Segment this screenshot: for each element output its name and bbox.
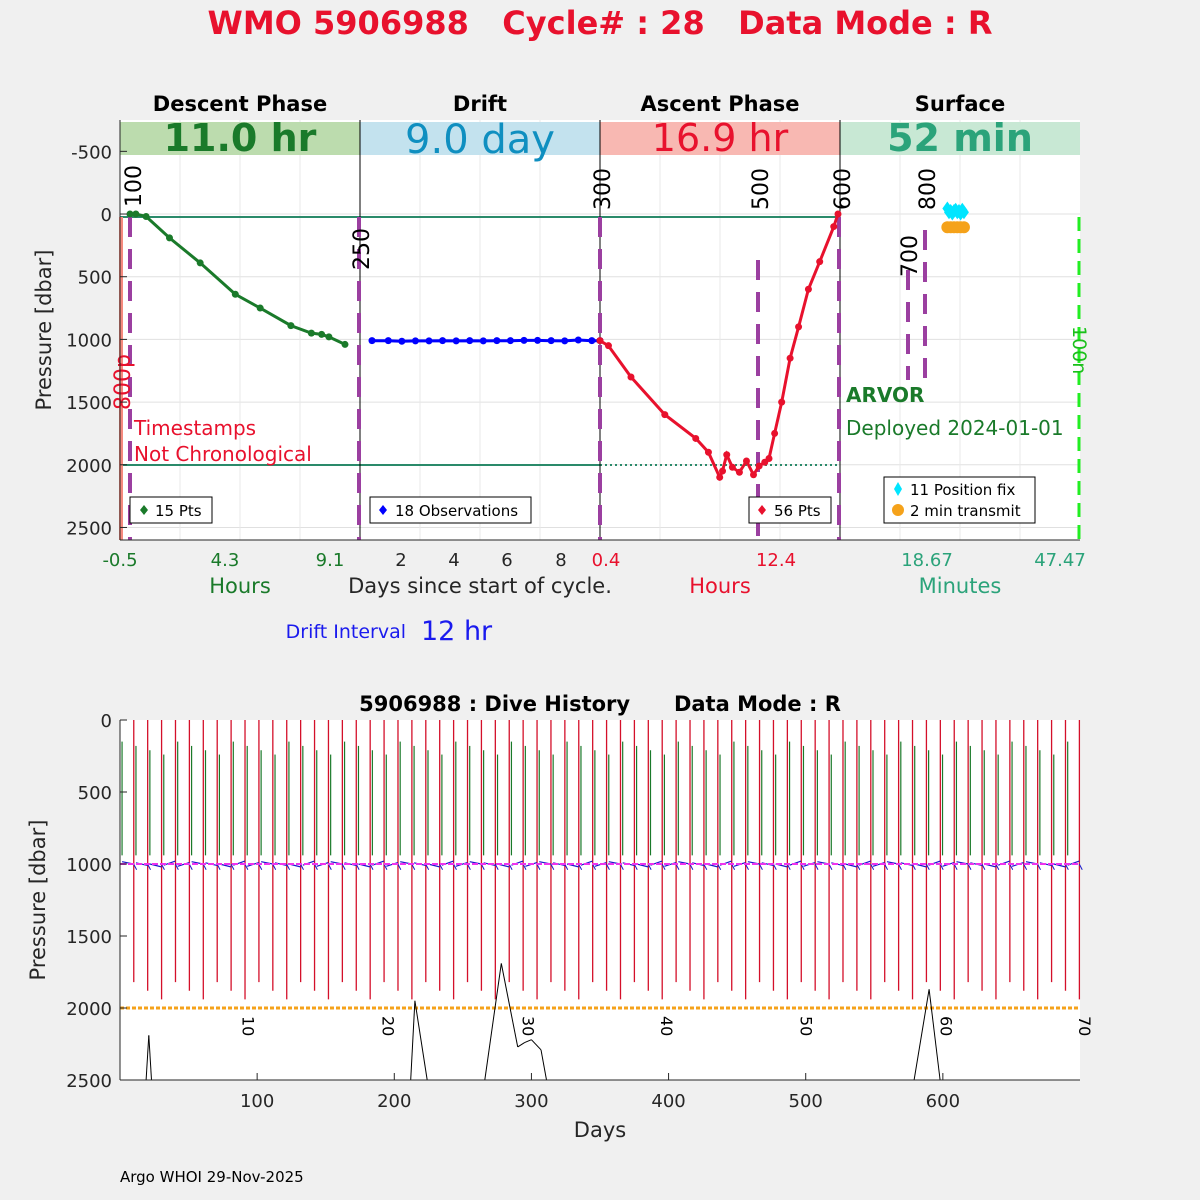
ascent-point (743, 458, 750, 465)
ascent-point (816, 258, 823, 265)
drift-tick-4: 8 (555, 550, 567, 571)
drift-point (426, 337, 433, 344)
ascent-point (750, 471, 757, 478)
dive-history-y-tick-label: 1500 (66, 927, 112, 948)
top-y-tick-label: 0 (100, 205, 112, 227)
transmit-legend-text: 2 min transmit (910, 502, 1021, 520)
ascent-point (795, 323, 802, 330)
drift-point (412, 337, 419, 344)
descent-tick-3: 9.1 (315, 550, 345, 571)
surface-legend (884, 477, 1035, 523)
descent-point (132, 211, 139, 218)
ascent-point (736, 469, 743, 476)
ascent-point (719, 468, 726, 475)
ascent-legend-text: 56 Pts (774, 502, 821, 520)
drift-point (493, 337, 500, 344)
ascent-phase-title: Ascent Phase (640, 92, 800, 116)
drift-tick-2: 4 (448, 550, 460, 571)
descent-tick-1: -0.5 (102, 550, 138, 571)
dive-history-y-label: Pressure [dbar] (26, 819, 50, 981)
ascent-point (723, 451, 730, 458)
marker-250-label: 250 (350, 228, 375, 270)
cycle-number-label: 60 (936, 1016, 956, 1037)
drift-duration: 9.0 day (405, 117, 555, 163)
descent-point (143, 213, 150, 220)
ascent-point (729, 464, 736, 471)
drift-point (534, 337, 541, 344)
drift-interval-value: 12 hr (421, 616, 493, 647)
surface-x-unit: Minutes (918, 574, 1002, 598)
descent-phase-title: Descent Phase (152, 92, 328, 116)
dive-history-y-tick-label: 0 (100, 711, 112, 732)
ascent-point (716, 474, 723, 481)
marker-800p-label: 800p (111, 354, 136, 410)
ascent-x-unit: Hours (689, 574, 751, 598)
dive-history-y-tick-label: 1000 (66, 855, 112, 876)
drift-legend (370, 497, 531, 523)
ascent-point (705, 449, 712, 456)
marker-600-label: 600 (831, 168, 856, 210)
ascent-point (765, 455, 772, 462)
cycle-number-label: 50 (796, 1016, 816, 1037)
descent-point (197, 259, 204, 266)
surface-tick-2: 47.47 (1034, 550, 1086, 571)
drift-legend-text: 18 Observations (395, 502, 519, 520)
footer: Argo WHOI 29-Nov-2025 (120, 1168, 304, 1186)
descent-point (166, 234, 173, 241)
dive-history-x-tick-label: 200 (377, 1091, 412, 1112)
marker-500-label: 500 (749, 168, 774, 210)
dive-history-x-tick-label: 400 (651, 1091, 686, 1112)
ascent-point (771, 430, 778, 437)
dive-history-x-tick-label: 600 (925, 1091, 961, 1112)
top-x-axis-label: Days since start of cycle. (348, 574, 612, 598)
ascent-point (661, 411, 668, 418)
ascent-duration: 16.9 hr (651, 116, 789, 160)
drift-point (369, 337, 376, 344)
position-fix-legend-text: 11 Position fix (910, 481, 1016, 499)
dive-history-plot-area (120, 720, 1080, 1080)
drift-point (385, 337, 392, 344)
surface-phase-title: Surface (914, 92, 1006, 116)
timestamps-annotation-1: Timestamps (134, 416, 257, 440)
ascent-point (830, 223, 837, 230)
drift-point (521, 337, 528, 344)
top-y-tick-label: 2500 (66, 518, 112, 540)
ascent-point (835, 211, 842, 218)
descent-point (325, 333, 332, 340)
cycle-number-label: 20 (378, 1016, 398, 1037)
ascent-point (692, 435, 699, 442)
descent-legend-text: 15 Pts (155, 502, 202, 520)
top-y-tick-label: 500 (77, 267, 112, 289)
descent-point (257, 305, 264, 312)
cycle-number-label: 30 (518, 1016, 538, 1037)
ascent-point (627, 374, 634, 381)
drift-point (575, 337, 582, 344)
ascent-tick-2: 12.4 (755, 550, 797, 571)
marker-300-label: 300 (591, 168, 616, 210)
ascent-point (787, 355, 794, 362)
drift-point (561, 337, 568, 344)
drift-point (466, 337, 473, 344)
ascent-legend (749, 497, 831, 523)
cycle-number-label: 40 (656, 1016, 676, 1037)
descent-point (232, 291, 239, 298)
drift-point (398, 338, 405, 345)
descent-point (287, 322, 294, 329)
top-y-tick-label: 2000 (66, 455, 112, 477)
dive-history-y-tick-label: 2500 (66, 1071, 112, 1092)
dive-history-title: 5906988 : Dive History Data Mode : R (359, 692, 841, 716)
drift-point (439, 337, 446, 344)
ascent-point (805, 286, 812, 293)
dive-history-y-tick-label: 2000 (66, 999, 112, 1020)
drift-point (588, 337, 595, 344)
dive-history-chart (26, 692, 1094, 1142)
top-y-axis-label: Pressure [dbar] (32, 249, 56, 411)
figure-title: WMO 5906988 Cycle# : 28 Data Mode : R (207, 4, 993, 42)
dive-history-x-label: Days (573, 1118, 627, 1142)
drift-point (507, 337, 514, 344)
descent-legend (130, 497, 212, 523)
marker-700-label: 700 (898, 235, 923, 277)
timestamps-annotation-2: Not Chronological (134, 442, 312, 466)
transmit-point (958, 221, 970, 233)
descent-x-unit: Hours (209, 574, 271, 598)
top-y-tick-label: 1000 (66, 330, 112, 352)
marker-100-label: 100 (122, 165, 147, 207)
drift-tick-1: 2 (395, 550, 407, 571)
float-type: ARVOR (846, 383, 925, 407)
descent-duration: 11.0 hr (163, 116, 317, 160)
ascent-point (778, 399, 785, 406)
deployment-date: Deployed 2024-01-01 (846, 416, 1064, 440)
surface-duration: 52 min (887, 116, 1033, 160)
drift-phase-title: Drift (452, 92, 508, 116)
drift-point (480, 337, 487, 344)
marker-800-label: 800 (916, 168, 941, 210)
marker-100n-label: 100n (1068, 326, 1090, 375)
cycle-number-label: 10 (238, 1016, 258, 1037)
ascent-tick-1: 0.4 (591, 550, 621, 571)
surface-tick-1: 18.67 (901, 550, 953, 571)
descent-point (342, 341, 349, 348)
descent-point (318, 331, 325, 338)
dive-history-x-tick-label: 300 (514, 1091, 549, 1112)
descent-tick-2: 4.3 (210, 550, 240, 571)
descent-point (308, 330, 315, 337)
dive-history-y-tick-label: 500 (77, 783, 112, 804)
drift-point (548, 337, 555, 344)
dive-history-x-tick-label: 100 (239, 1091, 275, 1112)
ascent-point (597, 337, 604, 344)
dive-history-x-tick-label: 500 (788, 1091, 823, 1112)
cycle-number-label: 70 (1075, 1016, 1095, 1037)
ascent-point (605, 342, 612, 349)
drift-interval-label: Drift Interval (285, 621, 406, 643)
transmit-legend-marker (892, 504, 904, 516)
top-y-tick-label: 1500 (66, 393, 112, 415)
drift-tick-3: 6 (501, 550, 513, 571)
drift-point (453, 337, 460, 344)
top-y-tick-label: -500 (71, 142, 112, 164)
